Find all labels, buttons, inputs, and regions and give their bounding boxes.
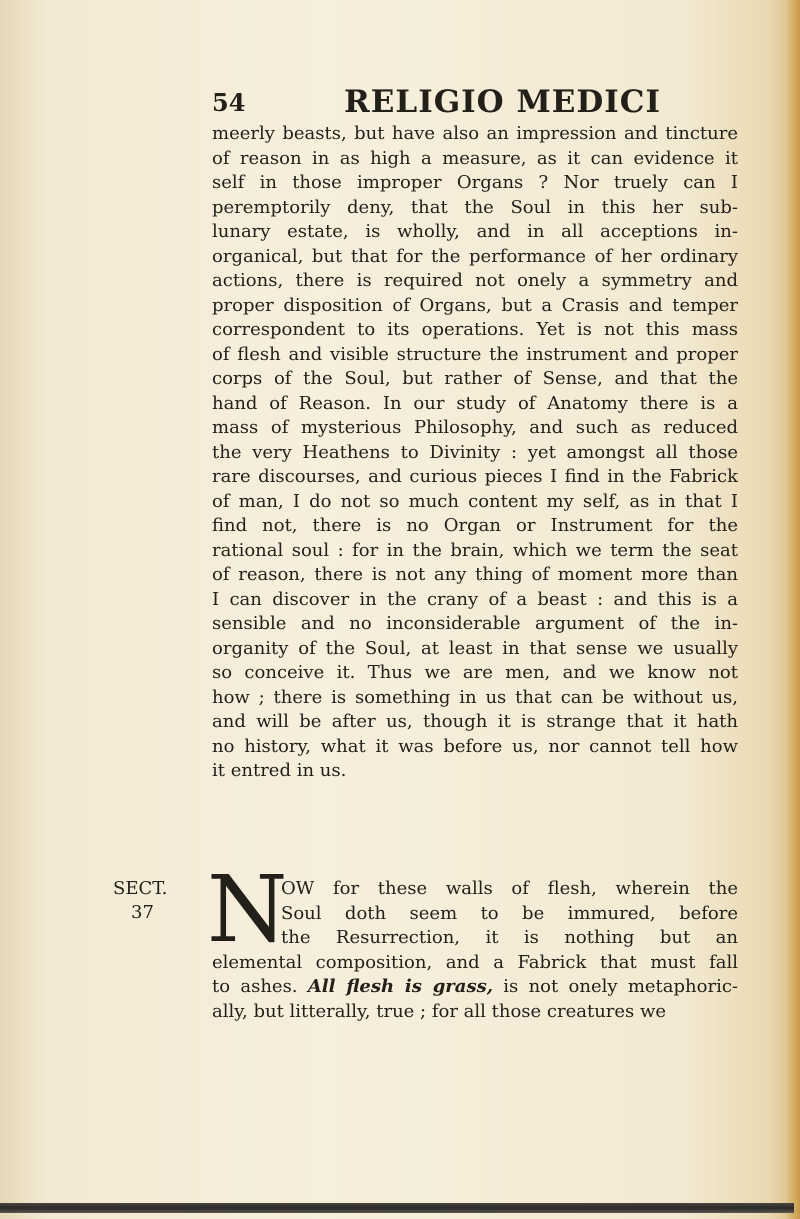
italic-quotation: All flesh is grass, xyxy=(307,976,493,997)
text-line: Soul doth seem to be immured, before xyxy=(281,902,738,924)
text-line: sensible and no inconsiderable argument of the in- xyxy=(212,613,738,634)
text-line: OW for these walls of flesh, wherein the xyxy=(281,878,738,899)
page-edge-shading xyxy=(786,0,800,1219)
text-line: how ; there is something in us that can be without us, xyxy=(212,686,738,708)
text-line: it entred in us. xyxy=(212,760,347,781)
text-line: proper disposition of Organs, but a Crasis and temper xyxy=(212,294,738,316)
text-line: ally, but litterally, true ; for all those creatures we xyxy=(212,1000,667,1022)
text-line: self in those improper Organs ? Nor truely can I xyxy=(212,172,738,193)
paragraph-1 xyxy=(212,122,738,784)
text-line: corps of the Soul, but rather of Sense, and that the xyxy=(212,368,738,389)
section-label: SECT. xyxy=(113,878,168,899)
text-line: no history, what it was before us, nor cannot tell how xyxy=(212,735,738,757)
text-line: peremptorily deny, that the Soul in this her sub- xyxy=(212,196,738,218)
text-line: of man, I do not so much content my self, as in that I xyxy=(212,490,738,512)
text-line: the Resurrection, it is nothing but an xyxy=(281,927,738,948)
running-title: RELIGIO MEDICI xyxy=(344,84,661,120)
section-marker xyxy=(113,877,183,925)
text-line: hand of Reason. In our study of Anatomy there is a xyxy=(212,392,738,414)
text-line: of reason in as high a measure, as it can evidence it xyxy=(212,147,738,169)
text-segment: is not onely metaphoric- xyxy=(503,976,738,997)
text-segment: to ashes. xyxy=(212,976,298,997)
text-line: I can discover in the crany of a beast : and this is a xyxy=(212,588,738,610)
text-line: meerly beasts, but have also an impression and tincture xyxy=(212,123,738,144)
page-number: 54 xyxy=(212,88,246,117)
text-line: organical, but that for the performance of her ordinary xyxy=(212,245,738,267)
text-line: rational soul : for in the brain, which we term the seat xyxy=(212,539,738,561)
text-line: of flesh and visible structure the instrument and proper xyxy=(212,343,738,365)
text-line: so conceive it. Thus we are men, and we know not xyxy=(212,662,738,683)
text-line: lunary estate, is wholly, and in all acceptions in- xyxy=(212,221,738,242)
text-line: mass of mysterious Philosophy, and such as reduced xyxy=(212,417,738,438)
text-line: and will be after us, though it is strange that it hath xyxy=(212,711,738,732)
paragraph-2 xyxy=(212,877,738,1024)
text-line: the very Heathens to Divinity : yet amongst all those xyxy=(212,441,738,463)
bottom-binding-rule xyxy=(0,1203,794,1213)
text-line-with-italic xyxy=(212,975,738,1000)
running-header xyxy=(212,84,742,120)
drop-cap: N xyxy=(207,856,288,963)
text-line: organity of the Soul, at least in that sense we usually xyxy=(212,637,738,659)
section-number: 37 xyxy=(131,902,154,923)
text-line: find not, there is no Organ or Instrument for the xyxy=(212,515,738,536)
text-line: elemental composition, and a Fabrick that must fall xyxy=(212,951,738,973)
text-line: of reason, there is not any thing of moment more than xyxy=(212,564,738,585)
text-line: rare discourses, and curious pieces I find in the Fabrick xyxy=(212,466,738,487)
text-line: correspondent to its operations. Yet is not this mass xyxy=(212,319,738,340)
text-line: actions, there is required not onely a symmetry and xyxy=(212,270,738,291)
